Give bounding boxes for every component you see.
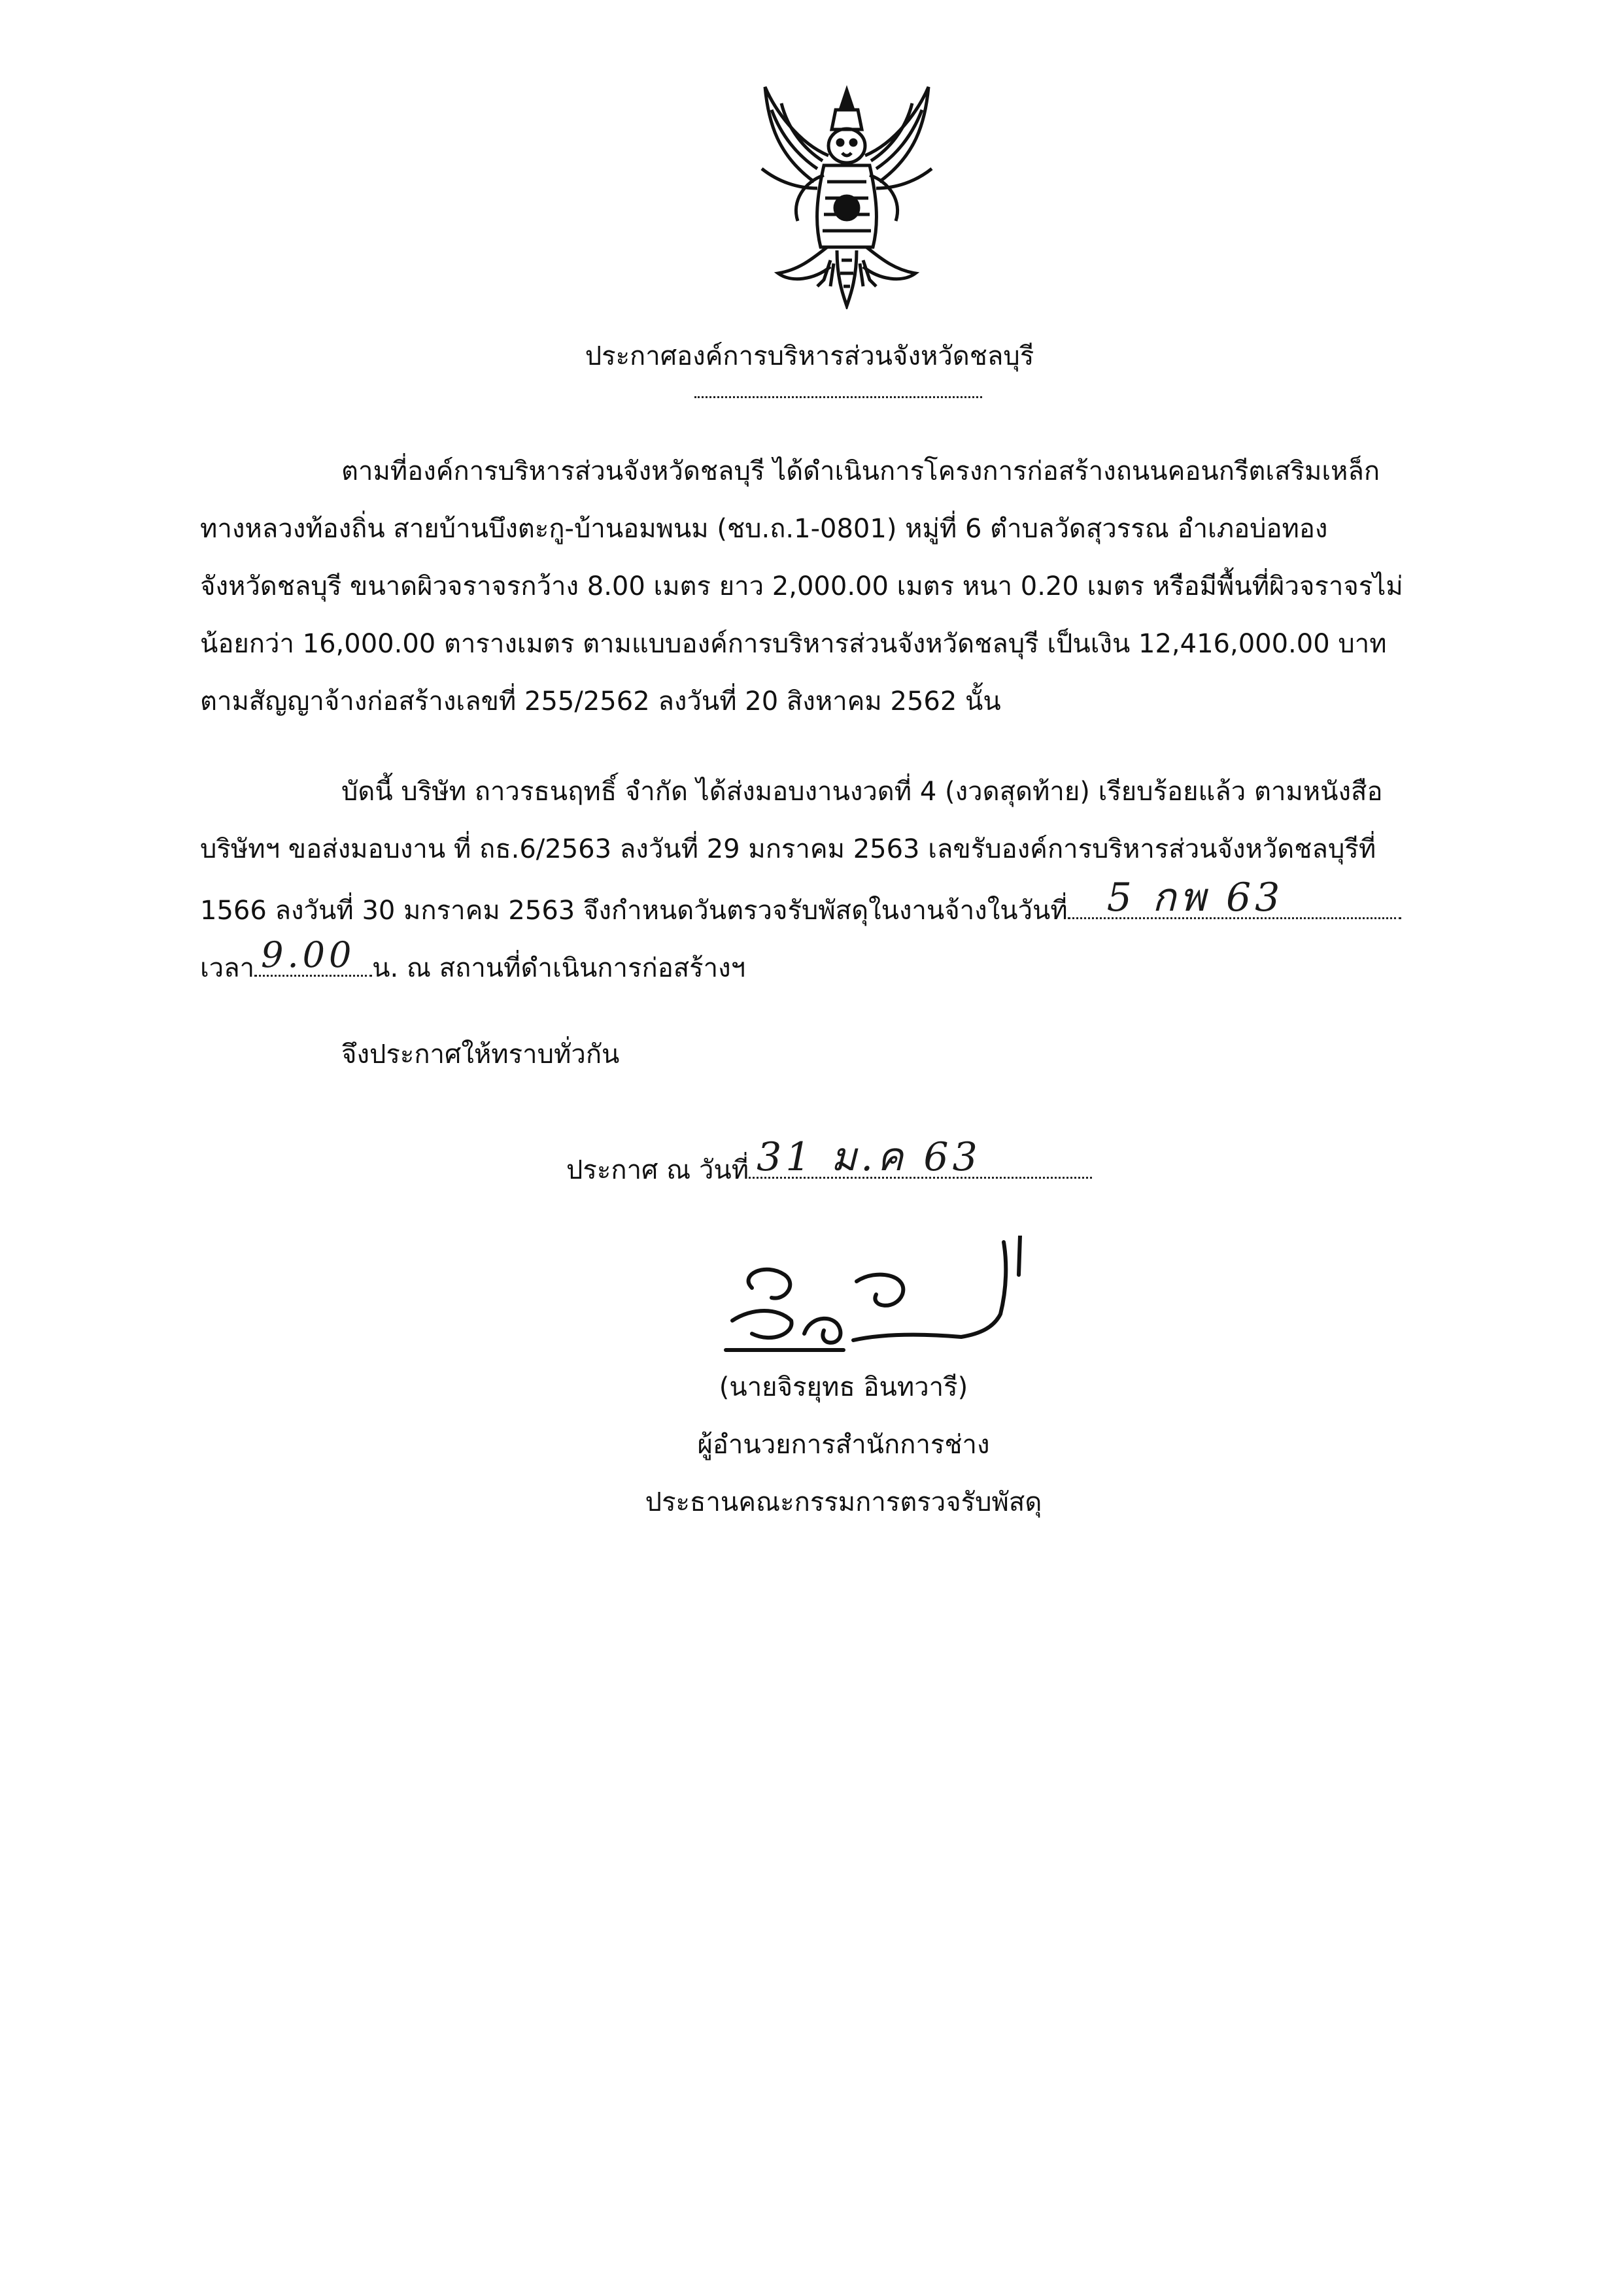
time-label: เวลา [200,953,255,983]
inspection-date-handwritten: 5 กพ 63 [1106,875,1284,920]
announce-date-line [566,1134,1092,1186]
paragraph1-line1: ตามที่องค์การบริหารส่วนจังหวัดชลบุรี ได้ดำเนินการโครงการก่อสร้างถนนคอนกรีตเสริมเหล็ก [341,456,1380,486]
signatory-position: ผู้อำนวยการสำนักการช่าง [697,1430,990,1460]
closing-statement: จึงประกาศให้ทราบทั่วกัน [341,1039,620,1070]
announce-date-handwritten: 31 ม.ค 63 [757,1134,981,1180]
title-separator [694,396,982,398]
paragraph2-line3 [200,875,1401,926]
time-suffix: น. ณ สถานที่ดำเนินการก่อสร้างฯ [372,953,746,983]
handwritten-signature-icon [713,1236,1046,1366]
signatory-committee-role: ประธานคณะกรรมการตรวจรับพัสดุ [645,1487,1042,1517]
paragraph1-line4: น้อยกว่า 16,000.00 ตารางเมตร ตามแบบองค์การบริหารส่วนจังหวัดชลบุรี เป็นเงิน 12,416,000.00 บาท [200,629,1387,659]
paragraph1-line2: ทางหลวงท้องถิ่น สายบ้านบึงตะกู-บ้านอมพนม (ชบ.ถ.1-0801) หมู่ที่ 6 ตำบลวัดสุวรรณ อำเภอบ่อทอง [200,514,1328,544]
signatory-name: (นายจิรยุทธ อินทวารี) [719,1372,968,1402]
inspection-time-handwritten: 9.00 [261,934,356,975]
announcement-title: ประกาศองค์การบริหารส่วนจังหวัดชลบุรี [585,341,1034,371]
announce-date-field [749,1134,1092,1180]
inspection-time-field [254,934,372,977]
paragraph2-line1: บัดนี้ บริษัท ถาวรธนฤทธิ์ จำกัด ได้ส่งมอบงานงวดที่ 4 (งวดสุดท้าย) เรียบร้อยแล้ว ตามหนังสือ [341,777,1383,807]
paragraph1-line3: จังหวัดชลบุรี ขนาดผิวจราจรกว้าง 8.00 เมตร ยาว 2,000.00 เมตร หนา 0.20 เมตร หรือมีพื้นที่ผิวจราจรไม่ [200,571,1403,601]
paragraph2-line4 [200,934,746,984]
paragraph1-line5: ตามสัญญาจ้างก่อสร้างเลขที่ 255/2562 ลงวันที่ 20 สิงหาคม 2562 นั้น [200,686,1001,717]
inspection-date-field [1068,875,1401,920]
paragraph2-line3-text: 1566 ลงวันที่ 30 มกราคม 2563 จึงกำหนดวันตรวจรับพัสดุในงานจ้างในวันที่ [200,896,1068,926]
paragraph2-line2: บริษัทฯ ขอส่งมอบงาน ที่ ถธ.6/2563 ลงวันที่ 29 มกราคม 2563 เลขรับองค์การบริหารส่วนจังหวัดชลบุรีที่ [200,834,1376,864]
announce-date-label: ประกาศ ณ วันที่ [566,1155,749,1185]
garuda-emblem-icon [752,84,942,309]
